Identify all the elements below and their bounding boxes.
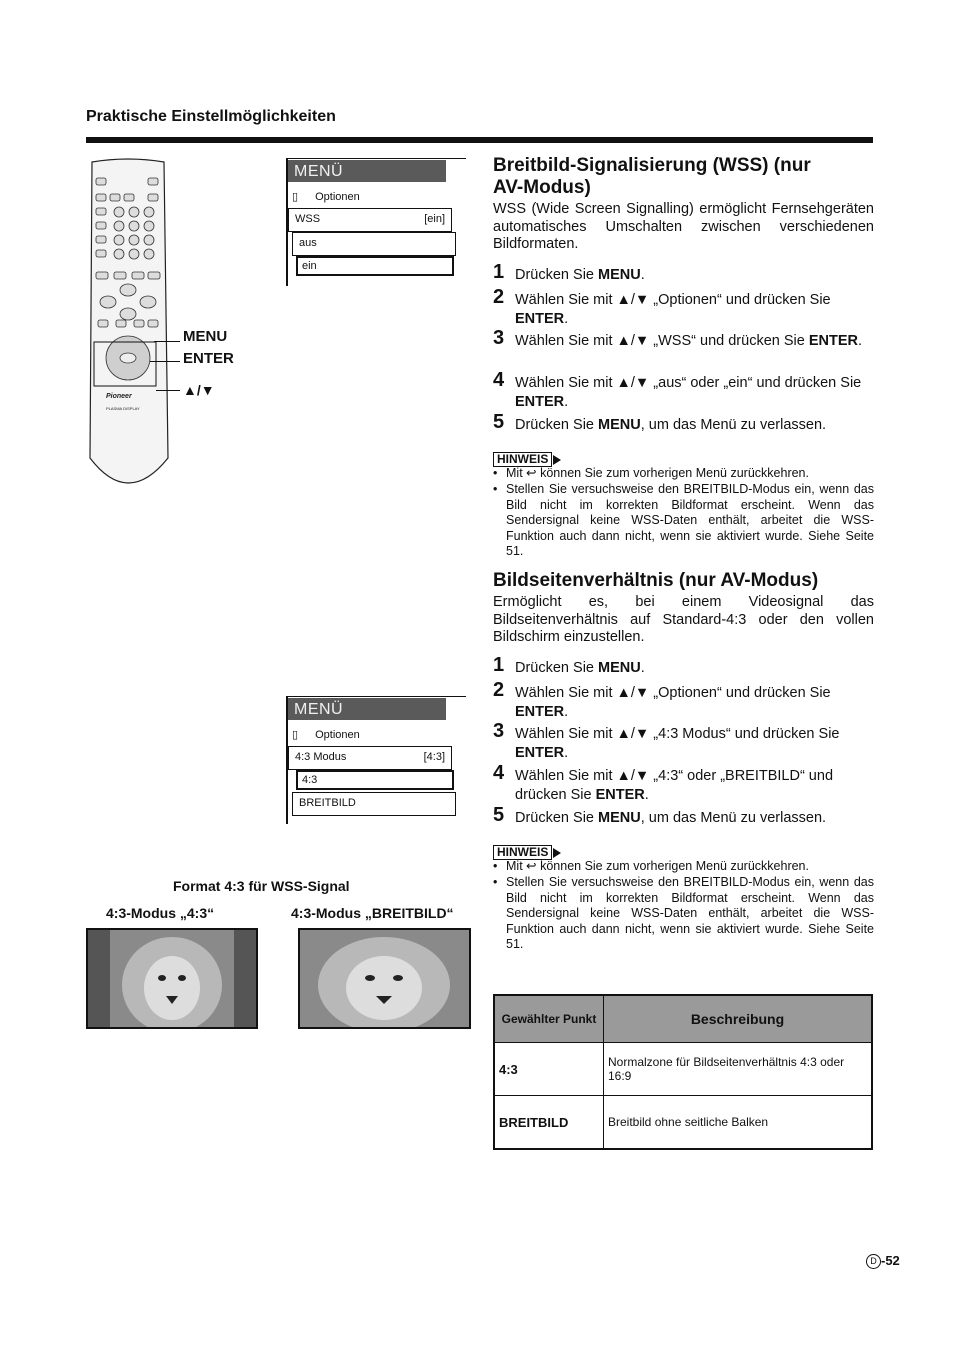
aspect-menu-options-row: [292, 728, 360, 741]
step-number: 3: [493, 327, 505, 349]
aspect-menu-options-label: Optionen: [315, 729, 360, 741]
step-item: [493, 679, 874, 722]
step-item: [493, 261, 874, 285]
step-number: 5: [493, 804, 505, 826]
step-number: 4: [493, 762, 505, 784]
wss-menu-item[interactable]: [288, 208, 452, 232]
table-header-point: Gewählter Punkt: [494, 995, 604, 1043]
aspect-note-2: • Stellen Sie versuchsweise den BREITBILD-Modus ein, wenn das Bild nicht im korrekten Bildformat erscheint. Wenn das Sendersignal keine WSS-Daten enthält, arbeitet die WSS-Funktion auch dann nicht, wenn sie aktiviert wurde. Siehe Seite 51.: [493, 875, 874, 951]
wss-heading: [493, 155, 874, 199]
wss-menu-options-row: [292, 190, 360, 203]
section-title: Praktische Einstellmöglichkeiten: [86, 108, 336, 125]
wss-note-label: HINWEIS: [493, 452, 552, 467]
svg-text:PLASMA DISPLAY: PLASMA DISPLAY: [106, 406, 140, 411]
wss-note-1: • Mit ↩ können Sie zum vorherigen Menü zurückkehren.: [493, 466, 809, 480]
step-item: [493, 411, 874, 435]
page-circle-letter: D: [866, 1254, 881, 1269]
remote-control-illustration: [86, 158, 170, 498]
aspect-item-value: [4:3]: [423, 751, 445, 763]
enter-callout-line: [150, 361, 180, 362]
aspect-menu: [286, 696, 466, 826]
step-text: Wählen Sie mit ▲/▼ „Optionen“ und drücken Sie ENTER.: [515, 292, 831, 327]
aspect-heading: Bildseitenverhältnis (nur AV-Modus): [493, 570, 819, 591]
format-title: Format 4:3 für WSS-Signal: [173, 878, 350, 894]
aspect-note-1: • Mit ↩ können Sie zum vorherigen Menü zurückkehren.: [493, 859, 809, 873]
aspect-choice-breitbild[interactable]: BREITBILD: [292, 792, 456, 816]
wss-menu-options-label: Optionen: [315, 191, 360, 203]
step-text: Drücken Sie MENU.: [515, 660, 645, 676]
wss-heading-line2: AV-Modus): [493, 177, 591, 198]
step-item: [493, 327, 874, 351]
wss-menu-title: MENÜ: [288, 160, 446, 182]
lion-image-breitbild: [298, 928, 471, 1029]
options-icon: ▯: [292, 191, 299, 203]
table-row: [494, 1043, 872, 1096]
description-table: [493, 994, 873, 1150]
step-item: [493, 762, 874, 805]
step-number: 4: [493, 369, 505, 391]
step-text: Wählen Sie mit ▲/▼ „WSS“ und drücken Sie ENTER.: [515, 333, 863, 349]
step-number: 2: [493, 286, 505, 308]
remote-label-arrows: ▲/▼: [183, 382, 215, 398]
step-text: Wählen Sie mit ▲/▼ „4:3 Modus“ und drücken Sie ENTER.: [515, 726, 840, 761]
aspect-item-label: 4:3 Modus: [295, 751, 347, 763]
aspect-choice-43[interactable]: 4:3: [296, 770, 454, 790]
step-item: [493, 286, 874, 329]
format-left-label: 4:3-Modus „4:3“: [106, 905, 215, 921]
options-icon: ▯: [292, 729, 299, 741]
step-number: 3: [493, 720, 505, 742]
table-cell-key: BREITBILD: [494, 1096, 604, 1150]
aspect-intro: Ermöglicht es, bei einem Videosignal das Bildseitenverhältnis auf Standard-4:3 oder den vollen Bildschirm einzustellen.: [493, 594, 874, 645]
table-cell-desc: Breitbild ohne seitliche Balken: [604, 1096, 873, 1150]
wss-menu: [286, 158, 466, 288]
step-number: 5: [493, 411, 505, 433]
wss-choice-ein[interactable]: ein: [296, 256, 454, 276]
remote-label-enter: ENTER: [183, 350, 234, 367]
page-number-value: -52: [881, 1253, 900, 1268]
step-item: [493, 720, 874, 763]
step-text: Wählen Sie mit ▲/▼ „aus“ oder „ein“ und drücken Sie ENTER.: [515, 375, 862, 410]
step-text: Wählen Sie mit ▲/▼ „4:3“ oder „BREITBILD“ und drücken Sie ENTER.: [515, 768, 834, 803]
step-item: [493, 369, 874, 412]
aspect-heading-wrap: [493, 570, 874, 592]
step-number: 1: [493, 654, 505, 676]
aspect-menu-item[interactable]: [288, 746, 452, 770]
menu-callout-line: [154, 341, 180, 342]
table-cell-desc: Normalzone für Bildseitenverhältnis 4:3 oder 16:9: [604, 1043, 873, 1096]
wss-choice-aus[interactable]: aus: [292, 232, 456, 256]
step-text: Drücken Sie MENU.: [515, 267, 645, 283]
page-number: [866, 1253, 900, 1269]
remote-label-menu: MENU: [183, 328, 228, 345]
wss-heading-line1: Breitbild-Signalisierung (WSS) (nur: [493, 155, 811, 176]
table-row: [494, 1096, 872, 1150]
wss-note-2: • Stellen Sie versuchsweise den BREITBILD-Modus ein, wenn das Bild nicht im korrekten Bildformat erscheint. Wenn das Sendersignal keine WSS-Daten enthält, arbeitet die WSS-Funktion auch dann nicht, wenn sie aktiviert wurde. Siehe Seite 51.: [493, 482, 874, 558]
step-text: Drücken Sie MENU, um das Menü zu verlassen.: [515, 417, 827, 433]
step-item: [493, 654, 874, 678]
header-rule: [86, 137, 873, 143]
step-text: Wählen Sie mit ▲/▼ „Optionen“ und drücken Sie ENTER.: [515, 685, 831, 720]
format-right-label: 4:3-Modus „BREITBILD“: [291, 905, 454, 921]
aspect-menu-title: MENÜ: [288, 698, 446, 720]
lion-image-43: [86, 928, 258, 1029]
table-header-description: Beschreibung: [604, 995, 873, 1043]
wss-item-value: [ein]: [424, 213, 445, 225]
step-text: Drücken Sie MENU, um das Menü zu verlassen.: [515, 810, 827, 826]
svg-text:Pioneer: Pioneer: [106, 393, 132, 400]
step-number: 1: [493, 261, 505, 283]
table-cell-key: 4:3: [494, 1043, 604, 1096]
wss-intro: WSS (Wide Screen Signalling) ermöglicht Fernsehgeräten automatisches Umschalten zwischen verschiedenen Bildformaten.: [493, 201, 874, 252]
wss-item-label: WSS: [295, 213, 321, 225]
step-number: 2: [493, 679, 505, 701]
step-item: [493, 804, 874, 828]
arrow-callout-line: [156, 390, 180, 391]
aspect-note-label: HINWEIS: [493, 845, 552, 860]
table-header-row: [494, 995, 872, 1043]
